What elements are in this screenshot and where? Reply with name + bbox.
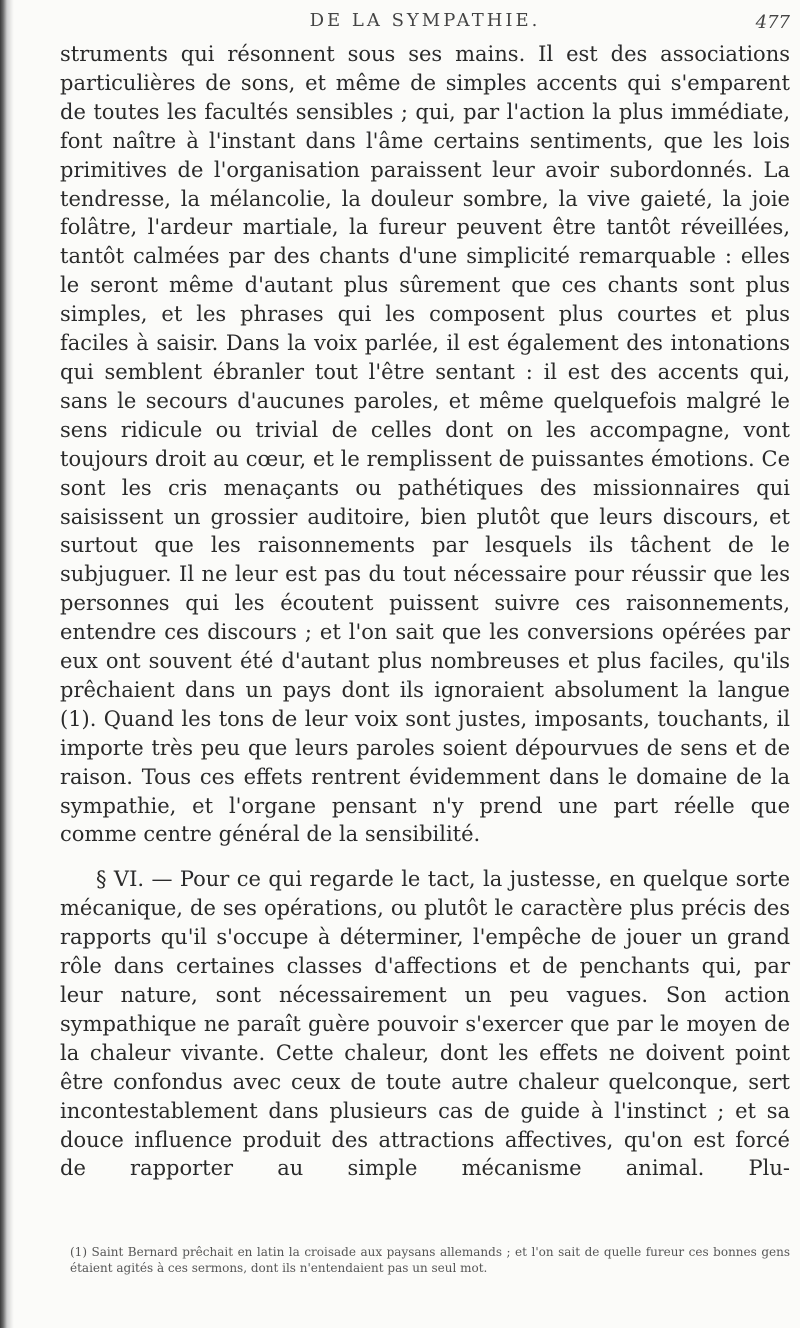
page-number: 477 bbox=[755, 12, 790, 33]
body-text bbox=[60, 40, 790, 1183]
footnote: (1) Saint Bernard prêchait en latin la croisade aux paysans allemands ; et l'on sait de quelle fureur ces bonnes gens étaient agités à ces sermons, dont ils n'entendaient pas un seul mot. bbox=[70, 1245, 790, 1275]
book-spine-shadow bbox=[0, 0, 14, 1328]
running-head bbox=[60, 10, 790, 36]
paragraph-2-section-vi: § VI. — Pour ce qui regarde le tact, la justesse, en quelque sorte mécanique, de ses opérations, ou plutôt le caractère plus précis des rapports qu'il s'occupe à déterminer, l'empêche de jouer un grand rôle dans certaines classes d'affections et de penchants qui, par leur nature, sont nécessairement un peu vagues. Son action sympathique ne paraît guère pouvoir s'exercer que par le moyen de la chaleur vivante. Cette chaleur, dont les effets ne doivent point être confondus avec ceux de toute autre chaleur quelconque, sert incontestablement dans plusieurs cas de guide à l'instinct ; et sa douce influence produit des attractions affectives, qu'on est forcé de rapporter au simple mécanisme animal. Plu- bbox=[60, 867, 790, 1181]
running-title: DE LA SYMPATHIE. bbox=[309, 10, 541, 31]
paragraph-1: struments qui résonnent sous ses mains. Il est des associations particulières de sons, et même de simples accents qui s'emparent de toutes les facultés sensibles ; qui, par l'action la plus immédiate, font naître à l'instant dans l'âme certains sentiments, que les lois primitives de l'organisation paraissent leur avoir subordonnés. La tendresse, la mélancolie, la douleur sombre, la vive gaieté, la joie folâtre, l'ardeur martiale, la fureur peuvent être tantôt réveillées, tantôt calmées par des chants d'une simplicité remarquable : elles le seront même d'autant plus sûrement que ces chants sont plus simples, et les phrases qui les composent plus courtes et plus faciles à saisir. Dans la voix parlée, il est également des intonations qui semblent ébranler tout l'être sentant : il est des accents qui, sans le secours d'aucunes paroles, et même quelquefois malgré le sens ridicule ou trivial de celles dont on les accompagne, vont toujours droit au cœur, et le remplissent de puissantes émotions. Ce sont les cris menaçants ou pathétiques des missionnaires qui saisissent un grossier auditoire, bien plutôt que leurs discours, et surtout que les raisonnements par lesquels ils tâchent de le subjuguer. Il ne leur est pas du tout nécessaire pour réussir que les personnes qui les écoutent puissent suivre ces raisonnements, entendre ces discours ; et l'on sait que les conversions opérées par eux ont souvent été d'autant plus nombreuses et plus faciles, qu'ils prêchaient dans un pays dont ils ignoraient absolument la langue (1). Quand les tons de leur voix sont justes, imposants, touchants, il importe très peu que leurs paroles soient dépourvues de sens et de raison. Tous ces effets rentrent évidemment dans le domaine de la sympathie, et l'organe pensant n'y prend une part réelle que comme centre général de la sensibilité. bbox=[60, 42, 790, 847]
